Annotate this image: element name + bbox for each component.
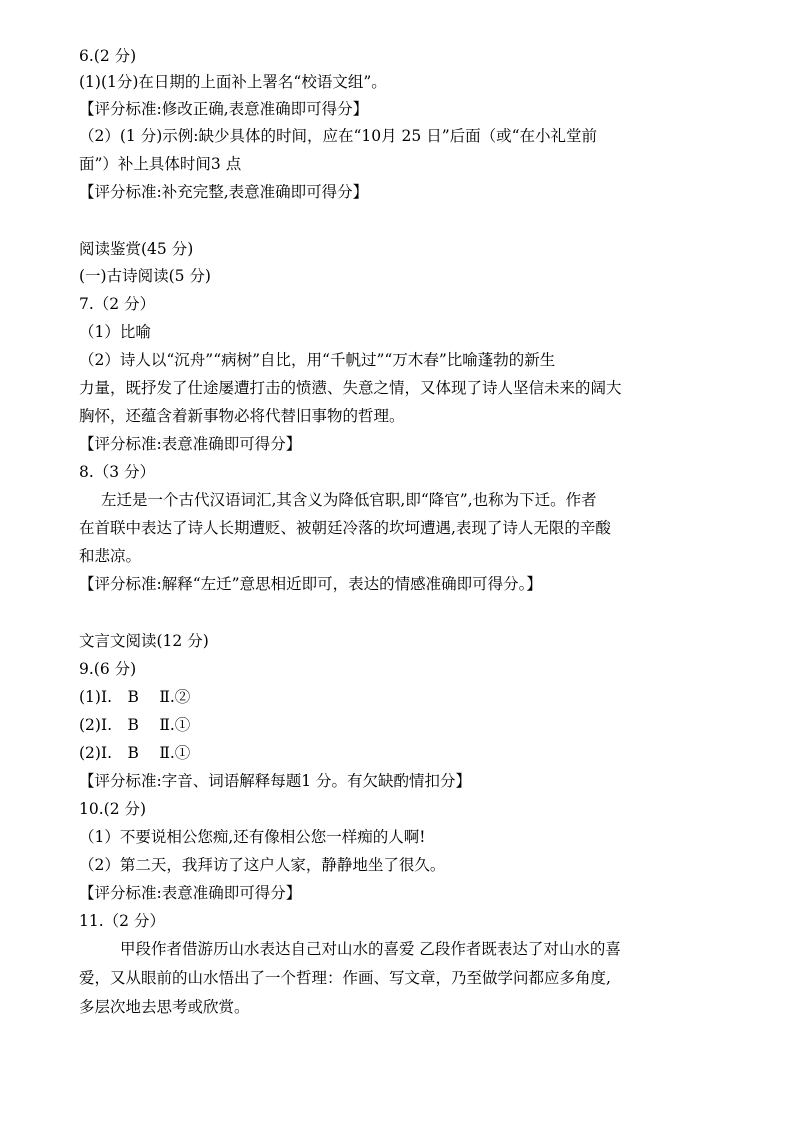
q10-heading: 10.(2 分) xyxy=(79,800,147,818)
q7-answer-2-cont1: 力量，既抒发了仕途屡遭打击的愤懑、失意之情，又体现了诗人坚信未来的阔大 xyxy=(79,379,622,397)
q11-heading: 11.（2 分） xyxy=(79,912,165,930)
q8-answer: 左迁是一个古代汉语词汇,其含义为降低官职,即“降官”,也称为下迁。作者 xyxy=(101,491,597,509)
q6-heading: 6.(2 分) xyxy=(79,47,137,65)
section-reading: 阅读鉴赏(45 分) xyxy=(79,240,194,258)
q10-criteria: 【评分标准:表意准确即可得分】 xyxy=(79,884,302,902)
q6-criteria-1: 【评分标准:修改正确,表意准确即可得分】 xyxy=(79,100,369,118)
q11-answer-cont1: 爱，又从眼前的山水悟出了一个哲理：作画、写文章，乃至做学问都应多角度, xyxy=(79,969,611,987)
q6-answer-2-cont: 面”）补上具体时间3 点 xyxy=(79,155,242,173)
q6-criteria-2: 【评分标准:补充完整,表意准确即可得分】 xyxy=(79,183,369,201)
q9-answer-3: (2)Ⅰ. B Ⅱ.① xyxy=(79,744,191,762)
q7-heading: 7.（2 分） xyxy=(79,295,156,313)
q9-answer-1: (1)Ⅰ. B Ⅱ.② xyxy=(79,688,191,706)
subsection-poetry: (一)古诗阅读(5 分) xyxy=(79,267,211,285)
q9-heading: 9.(6 分) xyxy=(79,660,137,678)
q7-answer-2: （2）诗人以“沉舟”“病树”自比，用“千帆过”“万木春”比喻蓬勃的新生 xyxy=(79,351,556,369)
q7-answer-1: （1）比喻 xyxy=(79,323,151,341)
q8-answer-cont2: 和悲凉。 xyxy=(79,547,142,565)
q6-answer-2: （2）(1 分)示例:缺少具体的时间，应在“10月 25 日”后面（或“在小礼堂前 xyxy=(79,127,598,145)
q10-answer-1: （1）不要说相公您痴,还有像相公您一样痴的人啊! xyxy=(79,828,426,846)
q9-answer-2: (2)Ⅰ. B Ⅱ.① xyxy=(79,716,191,734)
q6-answer-1: (1)(1分)在日期的上面补上署名“校语文组”。 xyxy=(79,73,387,91)
q11-answer-cont2: 多层次地去思考或欣赏。 xyxy=(79,998,250,1016)
q7-criteria: 【评分标准:表意准确即可得分】 xyxy=(79,435,302,453)
q11-answer: 甲段作者借游历山水表达自己对山水的喜爱 乙段作者既表达了对山水的喜 xyxy=(120,940,621,958)
q8-criteria: 【评分标准:解释“左迁”意思相近即可，表达的情感准确即可得分。】 xyxy=(79,575,542,593)
section-classical: 文言文阅读(12 分) xyxy=(79,632,209,650)
q9-criteria: 【评分标准:字音、词语解释每题1 分。有欠缺酌情扣分】 xyxy=(79,772,472,790)
q8-answer-cont1: 在首联中表达了诗人长期遭贬、被朝廷冷落的坎坷遭遇,表现了诗人无限的辛酸 xyxy=(79,519,611,537)
q10-answer-2: （2）第二天，我拜访了这户人家，静静地坐了很久。 xyxy=(79,856,446,874)
q8-heading: 8.（3 分） xyxy=(79,463,156,481)
q7-answer-2-cont2: 胸怀，还蕴含着新事物必将代替旧事物的哲理。 xyxy=(79,407,405,425)
